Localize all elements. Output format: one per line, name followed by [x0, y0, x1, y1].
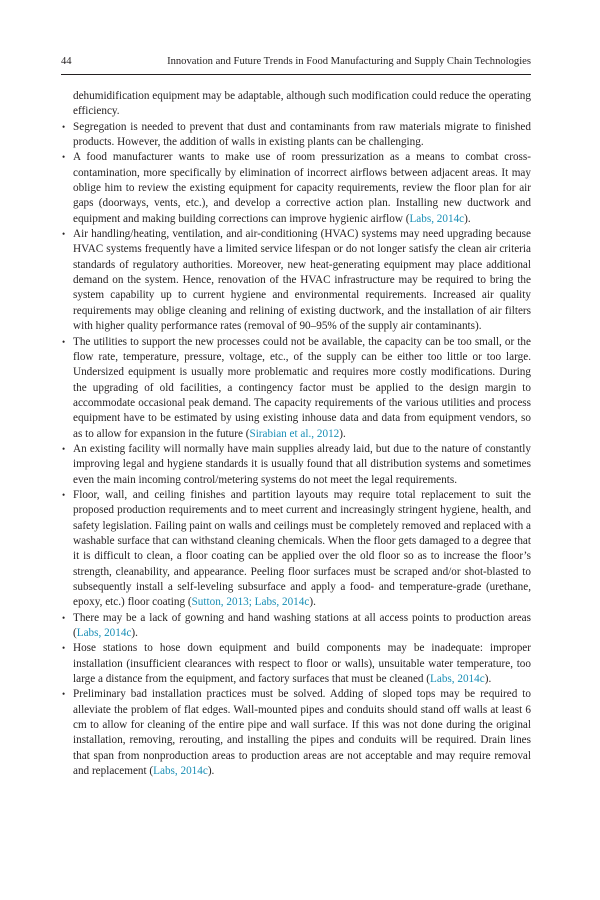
bullet-item — [62, 641, 531, 687]
bullet-item — [62, 488, 531, 611]
bullet-text-end: ). — [464, 212, 471, 225]
bullet-text: A food manufacturer wants to make use of room pressurization as a means to combat cross-contamination, more specifically by elimination of incorrect airflows between adjacent areas. It may oblige him to review the existing equipment for capacity requirements, review the floor plan for air gaps (doorways, vents, etc.), and develop a corrective action plan. Installing new ductwork and equipment and making building corrections can improve hygienic airflow ( — [73, 151, 531, 225]
bullet-marker: • — [62, 229, 66, 240]
bullet-marker: • — [62, 489, 66, 500]
bullet-text: Preliminary bad installation practices must be solved. Adding of sloped tops may be required to alleviate the problem of flat edges. Wall-mounted pipes and conduits should stand off walls at least 6 cm to allow for cleaning of the entire pipe and wall surface. If this was not done during the original installation, removing, rerouting, and installing the pipes and conduits will be required. Drain lines that span from nonproduction areas to production areas are not acceptable and may require removal and replacement ( — [73, 688, 531, 778]
body-text — [62, 89, 531, 779]
bullet-marker: • — [62, 643, 66, 654]
bullet-text-end: ). — [207, 765, 215, 778]
bullet-text: Air handling/heating, ventilation, and air-conditioning (HVAC) systems may need upgrading because HVAC systems frequently have a limited service lifespan or do not longer satisfy the clean air criteria standards of regulatory authorities. Moreover, new heat-generating equipment may place additional demand on the system. Hence, renovation of the HVAC infrastructure may be required to bring the system capability up to current hygiene and environmental requirements. Increased air quality requirements may oblige cleaning and relining of existing ductwork, and the installation of air filters with higher quality performance rates (removal of 90–95% of the supply air contaminants). — [73, 228, 531, 333]
bullet-text: The utilities to support the new processes could not be available, the capacity can be too small, or the flow rate, temperature, pressure, voltage, etc., of the supply can be either too little or too large. Undersized equipment is usually more problematic and requires more costly modifications. During the upgrading of old facilities, a contingency factor must be applied to the design margin to accommodate occasional peak demand. The capacity requirements of the various utilities and process equipment have to be estimated by using existing inhouse data and data from equipment vendors, so as to allow for expansion in the future ( — [73, 335, 531, 440]
bullet-text-end: ). — [339, 427, 346, 440]
bullet-text: An existing facility will normally have main supplies already laid, but due to the nature of constantly improving legal and hygiene standards it is usually found that all distribution systems and sometimes even the main incoming control/metering systems do not meet the legal requirements. — [73, 442, 531, 486]
citation-link[interactable]: Labs, 2014c — [409, 212, 465, 225]
bullet-item — [62, 442, 531, 488]
header-rule — [61, 74, 531, 75]
citation-link[interactable]: Sutton, 2013; Labs, 2014c — [191, 596, 310, 609]
bullet-text: Hose stations to hose down equipment and build components may be inadequate: improper installation (insufficient clearances with respect to floor or walls), unsuitable water temperature, too large a distance from the equipment, and factory surfaces that must be cleaned ( — [73, 642, 531, 686]
bullet-item — [62, 120, 531, 151]
page-number: 44 — [61, 56, 72, 67]
bullet-marker: • — [62, 121, 66, 132]
bullet-marker: • — [62, 612, 66, 623]
citation-link[interactable]: Labs, 2014c — [430, 673, 485, 686]
bullet-marker: • — [62, 152, 66, 163]
bullet-text-end: ). — [484, 673, 492, 686]
bullet-item — [62, 335, 531, 442]
citation-link[interactable]: Labs, 2014c — [153, 765, 208, 778]
bullet-text: Floor, wall, and ceiling finishes and partition layouts may require total replacement to suit the proposed production requirements and to meet current and increasingly stringent hygiene, health, and safety legislation. Failing paint on walls and ceilings must be completely removed and replaced with a washable surface that can withstand cleaning chemicals. When the floor gets damaged to a degree that it is difficult to clean, a floor coating can be applied over the old floor so as to increase the floor’s strength, cleanability, and appearance. Peeling floor surfaces must be scraped and/or shot-blasted to subsequently install a self-leveling subsurface and apply a food- and temperature-grade (urethane, epoxy, etc.) floor coating ( — [73, 488, 531, 609]
bullet-item — [62, 687, 531, 779]
bullet-text: There may be a lack of gowning and hand washing stations at all access points to production areas ( — [73, 611, 531, 640]
bullet-marker: • — [62, 689, 66, 700]
bullet-item — [62, 611, 531, 642]
bullet-item — [62, 227, 531, 334]
bullet-list — [62, 120, 531, 780]
bullet-item — [62, 150, 531, 227]
bullet-text: Segregation is needed to prevent that dust and contaminants from raw materials migrate to finished products. However, the addition of walls in existing plants can be challenging. — [73, 120, 531, 149]
citation-link[interactable]: Labs, 2014c — [76, 627, 132, 640]
bullet-text-end: ). — [309, 596, 316, 609]
bullet-marker: • — [62, 443, 66, 454]
bullet-marker: • — [62, 336, 66, 347]
continuation-paragraph: dehumidification equipment may be adaptable, although such modification could reduce the operating efficiency. — [73, 90, 531, 118]
citation-link[interactable]: Sirabian et al., 2012 — [249, 427, 340, 440]
running-title: Innovation and Future Trends in Food Manufacturing and Supply Chain Technologies — [167, 56, 531, 67]
bullet-text-end: ). — [131, 627, 138, 640]
